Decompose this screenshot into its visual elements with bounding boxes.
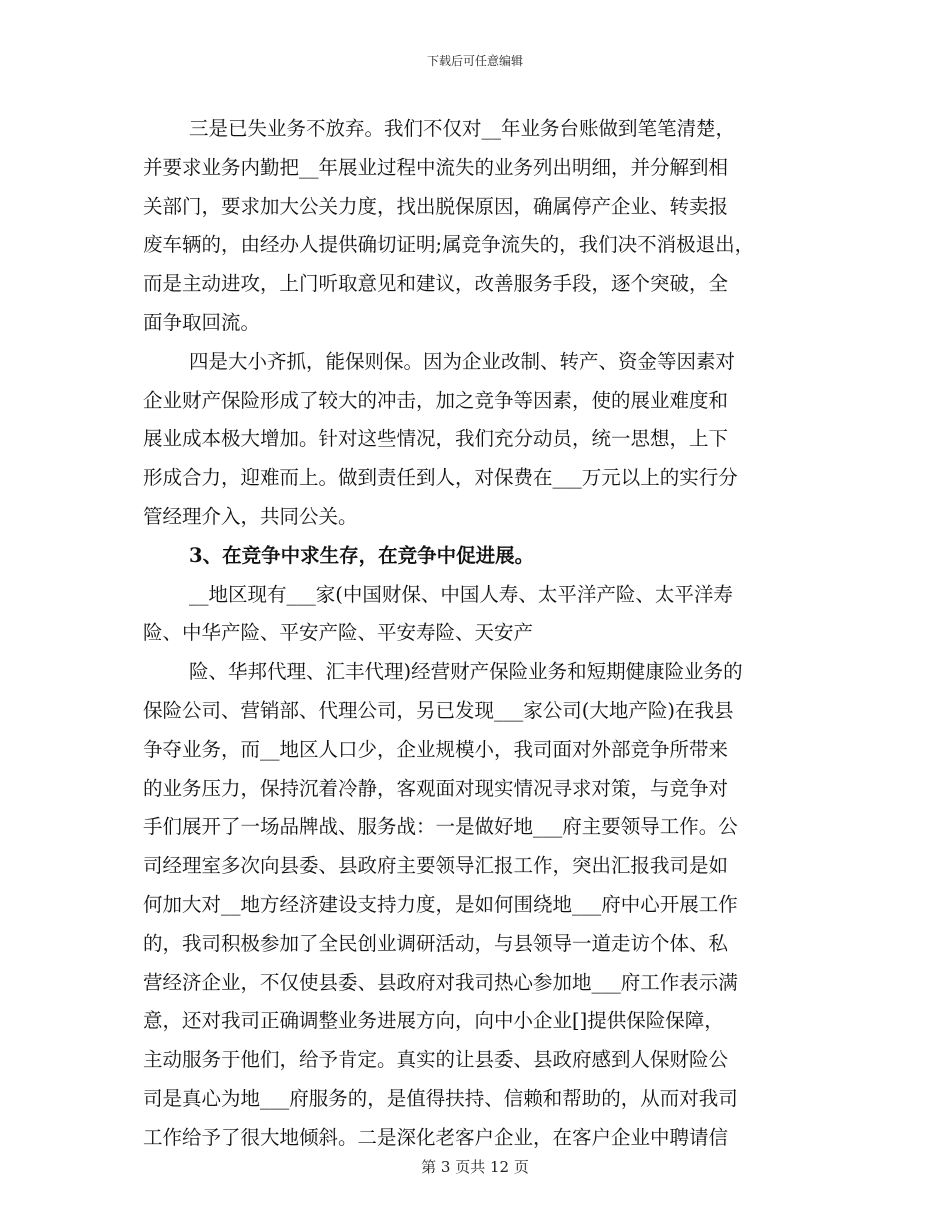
text-line: 何加大对__地方经济建设支持力度，是如何围绕地___府中心开展工作 <box>143 892 738 916</box>
text-line: 司是真心为地___府服务的，是值得扶持、信赖和帮助的，从而对我司 <box>143 1086 738 1110</box>
text-line: 三是已失业务不放弃。我们不仅对__年业务台账做到笔笔清楚， <box>189 117 736 140</box>
text-line: 保险公司、营销部、代理公司，另已发现___家公司(大地产险)在我县 <box>143 698 734 722</box>
page-header: 下载后可任意编辑 <box>426 54 523 68</box>
text-line: 关部门，要求加大公关力度，找出脱保原因，确属停产企业、转卖报 <box>143 194 729 218</box>
text-line: 企业财产保险形成了较大的冲击，加之竞争等因素，使的展业难度和 <box>143 388 729 412</box>
text-line: 而是主动进攻，上门听取意见和建议，改善服务手段，逐个突破，全 <box>143 272 729 296</box>
text-line: 形成合力，迎难而上。做到责任到人，对保费在___万元以上的实行分 <box>143 466 738 490</box>
text-line: 面争取回流。 <box>143 310 261 334</box>
text-line: 并要求业务内勤把__年展业过程中流失的业务列出明细，并分解到相 <box>143 155 729 179</box>
text-line: 主动服务于他们，给予肯定。真实的让县委、县政府感到人保财险公 <box>143 1048 729 1072</box>
document-body <box>143 110 823 1158</box>
text-line: 险、中华产险、平安产险、平安寿险、天安产 <box>143 621 534 645</box>
text-line: 四是大小齐抓，能保则保。因为企业改制、转产、资金等因素对 <box>189 349 736 373</box>
section-heading: 3、在竞争中求生存，在竞争中促进展。 <box>189 543 535 567</box>
text-line: 管经理介入，共同公关。 <box>143 504 358 528</box>
text-line: 废车辆的，由经办人提供确切证明;属竞争流失的，我们决不消极退出， <box>143 233 755 257</box>
text-line: 险、华邦代理、汇丰代理)经营财产保险业务和短期健康险业务的 <box>189 660 743 684</box>
page-footer: 第 3 页共 12 页 <box>421 1158 529 1176</box>
text-line: 争夺业务，而__地区人口少，企业规模小，我司面对外部竞争所带来 <box>143 737 729 761</box>
text-line: 的，我司积极参加了全民创业调研活动，与县领导一道走访个体、私 <box>143 931 729 955</box>
text-line: 工作给予了很大地倾斜。二是深化老客户企业，在客户企业中聘请信 <box>143 1125 729 1149</box>
text-line: 的业务压力，保持沉着冷静，客观面对现实情况寻求对策，与竞争对 <box>143 776 729 800</box>
text-line: __地区现有___家(中国财保、中国人寿、太平洋产险、太平洋寿 <box>189 582 733 606</box>
text-line: 营经济企业，不仅使县委、县政府对我司热心参加地___府工作表示满 <box>143 970 738 994</box>
text-line: 展业成本极大增加。针对这些情况，我们充分动员，统一思想，上下 <box>143 427 729 451</box>
text-line: 意，还对我司正确调整业务进展方向，向中小企业[]提供保险保障， <box>143 1009 724 1033</box>
text-line: 手们展开了一场品牌战、服务战：一是做好地___府主要领导工作。公 <box>143 815 738 839</box>
text-line: 司经理室多次向县委、县政府主要领导汇报工作，突出汇报我司是如 <box>143 854 729 878</box>
